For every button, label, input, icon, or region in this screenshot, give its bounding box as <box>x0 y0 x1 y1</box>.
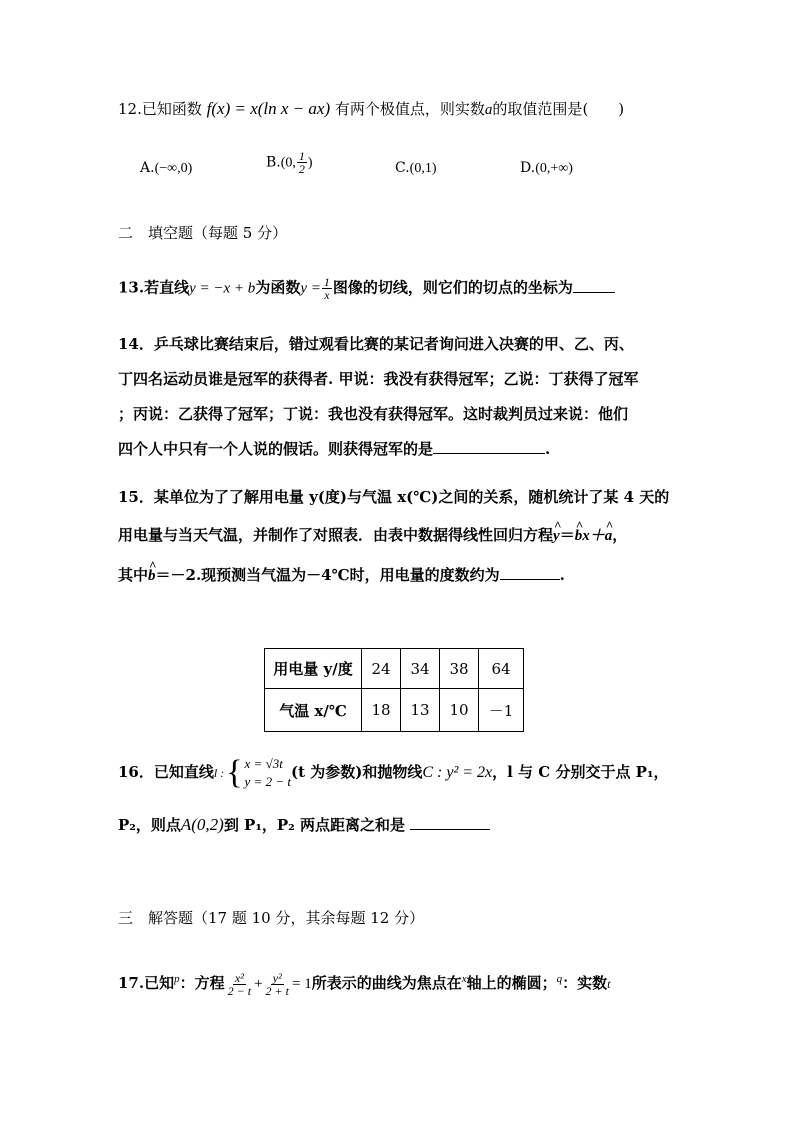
q17-fraction-1: $\frac{\text{x²}}{2 - t}$ <box>227 970 252 998</box>
q16-answer-blank <box>410 815 490 830</box>
option-a: A.(−∞,0) <box>140 160 193 176</box>
q12-var-a: a <box>484 102 493 118</box>
q15-answer-blank <box>500 565 560 580</box>
option-d-value: (0,+∞) <box>535 161 573 176</box>
table-row <box>265 689 524 732</box>
q13-answer-blank <box>573 278 615 293</box>
q14-line-3: ；丙说：乙获得了冠军；丁说：我也没有获得冠军。这时裁判员过来说：他们 <box>118 405 629 423</box>
q15-line-2: 用电量与当天气温，并制作了对照表．由表中数据得线性回归方程^ y＝^ bx＋^ a， <box>118 524 627 547</box>
q12-text-3: 的取值范围是 <box>492 100 583 118</box>
q16-line-1: 16．已知直线l : { x = √3t y = 2 − t (t 为参数)和抛物线C : y² = 2x，l 与 C 分别交于点 P₁， <box>118 754 669 791</box>
table-row <box>265 649 524 689</box>
q12-answer-paren: ( ) <box>582 100 625 118</box>
table-cell: 18 <box>362 689 401 732</box>
q16-param-system: { x = √3t y = 2 − t <box>226 754 291 791</box>
q12-number: 12. <box>118 100 142 118</box>
table-cell: 24 <box>362 649 401 689</box>
q14-line-2: 丁四名运动员谁是冠军的获得者. 甲说：我没有获得冠军；乙说：丁获得了冠军 <box>118 370 639 388</box>
section-2-heading: 二 填空题（每题 5 分） <box>118 224 288 242</box>
data-table <box>264 648 524 732</box>
option-c: C.(0,1) <box>395 160 437 176</box>
q13-fraction: $\frac{1}{x}$ <box>323 275 330 302</box>
table-cell: 13 <box>401 689 440 732</box>
option-b-fraction: $\frac{1}{2}$ <box>298 149 305 176</box>
q12-function: f(x) = x(ln x − ax) <box>206 99 331 118</box>
q16-line-2: P₂，则点A(0,2)到 P₁，P₂ 两点距离之和是 <box>118 814 490 836</box>
table-cell: －1 <box>479 689 524 732</box>
option-a-value: (−∞,0) <box>154 161 193 176</box>
q15-line-3: 其中^ b＝－2.现预测当气温为－4℃时，用电量的度数约为 . <box>118 564 565 587</box>
q13-line-eq: y = −x + b <box>189 280 256 297</box>
q14-answer-blank <box>433 439 545 454</box>
table-cell: 气温 x/℃ <box>265 689 362 732</box>
table-cell: 10 <box>440 689 479 732</box>
table-cell: 38 <box>440 649 479 689</box>
q14-line-1: 14．乒乓球比赛结束后，错过观看比赛的某记者询问进入决赛的甲、乙、丙、 <box>118 335 634 353</box>
q12-text-1: 已知函数 <box>141 100 202 118</box>
question-12 <box>118 98 624 121</box>
question-17: 17.已知$^p$：方程 $\frac{\text{x²}}{2 - t}$ + $\frac{\text{y²}}{2 + t}$ = 1所表示的曲线为焦点在$^x$轴上的椭圆；$^q$：实数t <box>118 970 611 998</box>
option-c-value: (0,1) <box>409 161 437 176</box>
option-b: B.(0, $\frac{1}{2}$ ) <box>266 149 313 176</box>
table-cell: 34 <box>401 649 440 689</box>
section-3-heading: 三 解答题（17 题 10 分，其余每题 12 分） <box>118 909 425 927</box>
q12-text-2: 有两个极值点，则实数 <box>334 100 485 118</box>
table-cell: 64 <box>479 649 524 689</box>
q14-line-4: 四个人中只有一个人说的假话。则获得冠军的是 . <box>118 440 551 458</box>
option-d: D.(0,+∞) <box>520 160 573 176</box>
q17-fraction-2: $\frac{\text{y²}}{2 + t}$ <box>265 970 289 998</box>
question-13: 13.若直线y = −x + b为函数y = $\frac{1}{x}$ 图像的切线，则它们的切点的坐标为 <box>118 276 615 301</box>
q15-line-1: 15．某单位为了了解用电量 y(度)与气温 x(℃)之间的关系，随机统计了某 4 天的 <box>118 488 670 506</box>
table-cell: 用电量 y/度 <box>265 649 362 689</box>
